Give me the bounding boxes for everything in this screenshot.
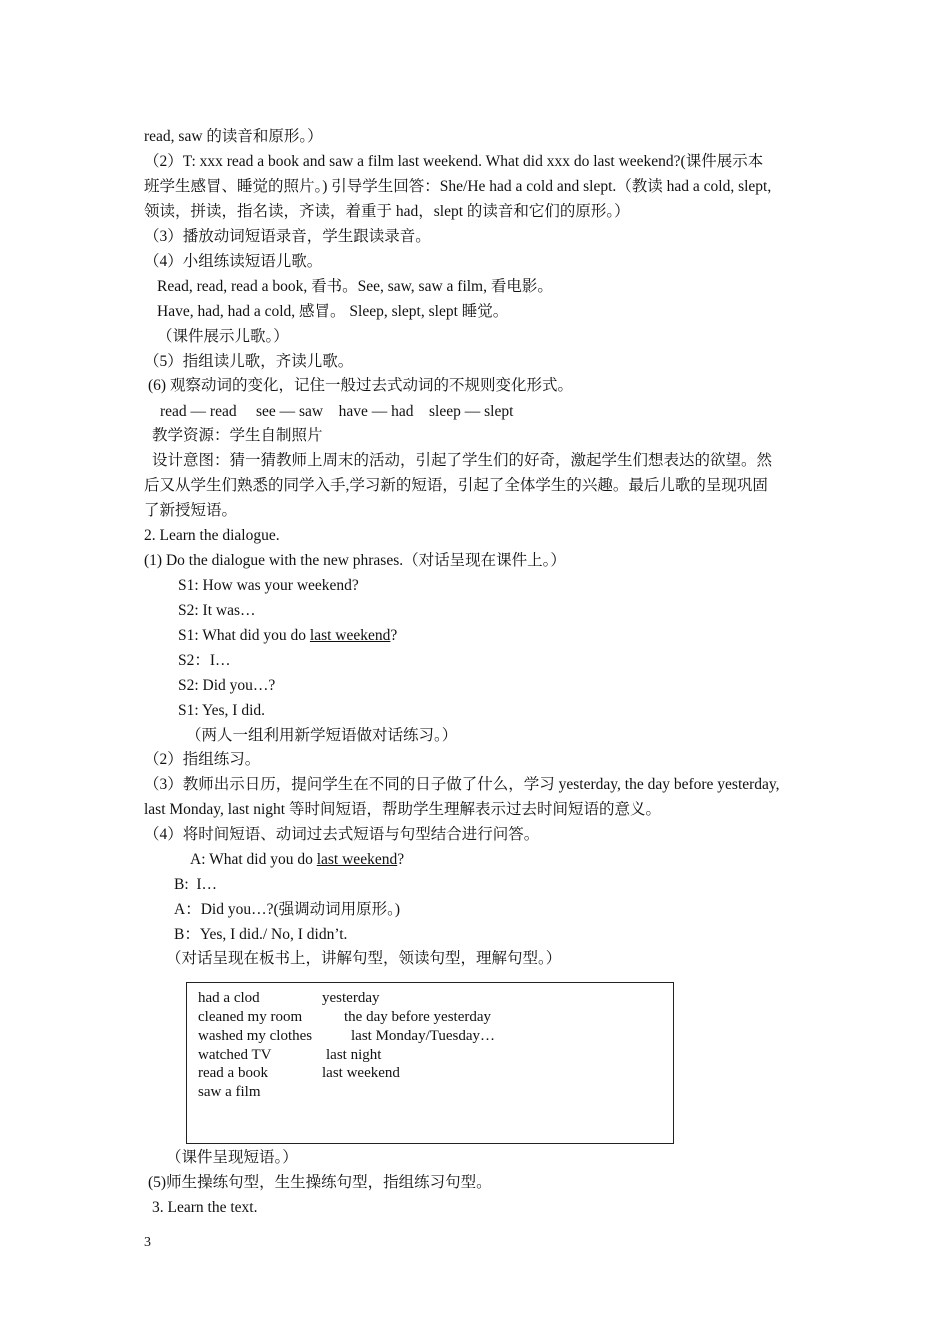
underlined-phrase: last weekend xyxy=(316,851,398,868)
dialogue-line: S2：I… xyxy=(178,652,231,669)
text-line: （对话呈现在板书上，讲解句型，领读句型，理解句型。） xyxy=(166,950,562,967)
text-line: (1) Do the dialogue with the new phrases.（对话呈现在课件上。） xyxy=(144,552,566,569)
text-line: last Monday, last night 等时间短语，帮助学生理解表示过去时间短语的意义。 xyxy=(144,801,661,818)
time-phrase-item: last weekend xyxy=(322,1065,400,1081)
text-line: 后又从学生们熟悉的同学入手,学习新的短语，引起了全体学生的兴趣。最后儿歌的呈现巩固 xyxy=(144,477,768,494)
phrase-item: saw a film xyxy=(198,1084,261,1100)
phrase-item: cleaned my room xyxy=(198,1009,303,1025)
underlined-phrase: last weekend xyxy=(309,627,391,644)
text-line: （课件展示儿歌。） xyxy=(157,328,289,345)
dialogue-text: S1: What did you do xyxy=(178,627,310,644)
text-line: （4）将时间短语、动词过去式短语与句型结合进行问答。 xyxy=(144,826,540,843)
dialogue-line: B：Yes, I did./ No, I didn’t. xyxy=(174,926,348,943)
text-line: (6) 观察动词的变化，记住一般过去式动词的不规则变化形式。 xyxy=(148,377,573,394)
text-line: 设计意图：猜一猜教师上周末的活动，引起了学生们的好奇，激起学生们想表达的欲望。然 xyxy=(152,452,773,469)
phrase-box xyxy=(186,982,674,1144)
text-line: （4）小组练读短语儿歌。 xyxy=(144,253,323,270)
verb-forms-line: read — read see — saw have — had sleep — slept xyxy=(160,403,514,420)
dialogue-text: A: What did you do xyxy=(190,851,317,868)
time-phrase-item: yesterday xyxy=(322,990,380,1006)
text-line: （3）播放动词短语录音，学生跟读录音。 xyxy=(144,228,431,245)
section-heading: 3. Learn the text. xyxy=(152,1199,258,1216)
page-number: 3 xyxy=(144,1235,151,1250)
dialogue-line: S1: Yes, I did. xyxy=(178,702,265,719)
time-phrase-item: last night xyxy=(326,1047,382,1063)
text-line: （2）指组练习。 xyxy=(144,751,261,768)
text-line: 了新授短语。 xyxy=(144,502,238,519)
text-line: （2）T: xxx read a book and saw a film last weekend. What did xxx do last weekend?(课件展示本 xyxy=(144,153,764,170)
text-line: （两人一组利用新学短语做对话练习。） xyxy=(186,727,458,744)
dialogue-line: S2: Did you…? xyxy=(178,677,276,694)
text-line: (5)师生操练句型，生生操练句型，指组练习句型。 xyxy=(148,1174,492,1191)
section-heading: 2. Learn the dialogue. xyxy=(144,527,280,544)
text-line: （3）教师出示日历，提问学生在不同的日子做了什么，学习 yesterday, the day before yesterday, xyxy=(144,776,780,793)
dialogue-text: ? xyxy=(397,851,405,868)
text-line: 领读，拼读，指名读，齐读，着重于 had，slept 的读音和它们的原形。） xyxy=(144,203,630,220)
phrase-item: washed my clothes xyxy=(198,1028,313,1044)
text-line: （课件呈现短语。） xyxy=(166,1149,298,1166)
dialogue-line: A：Did you…?(强调动词用原形。) xyxy=(174,901,401,918)
time-phrase-item: last Monday/Tuesday… xyxy=(351,1028,496,1044)
rhyme-line: Have, had, had a cold, 感冒。 Sleep, slept, slept 睡觉。 xyxy=(157,303,509,320)
phrase-item: read a book xyxy=(198,1065,268,1081)
text-line: 班学生感冒、睡觉的照片。) 引导学生回答：She/He had a cold and slept.（教读 had a cold, slept, xyxy=(144,178,772,195)
dialogue-line: S1: How was your weekend? xyxy=(178,577,359,594)
time-phrase-item: the day before yesterday xyxy=(344,1009,492,1025)
dialogue-text: ? xyxy=(390,627,398,644)
text-line: （5）指组读儿歌，齐读儿歌。 xyxy=(144,353,354,370)
phrase-item: had a clod xyxy=(198,990,260,1006)
dialogue-line xyxy=(178,626,397,646)
phrase-item: watched TV xyxy=(198,1047,272,1063)
text-line: read, saw 的读音和原形。） xyxy=(144,128,323,145)
text-line: 教学资源：学生自制照片 xyxy=(152,427,323,444)
dialogue-line: S2: It was… xyxy=(178,602,256,619)
rhyme-line: Read, read, read a book, 看书。See, saw, saw a film, 看电影。 xyxy=(157,278,553,295)
dialogue-line xyxy=(190,850,404,870)
dialogue-line: B: I… xyxy=(174,876,218,893)
